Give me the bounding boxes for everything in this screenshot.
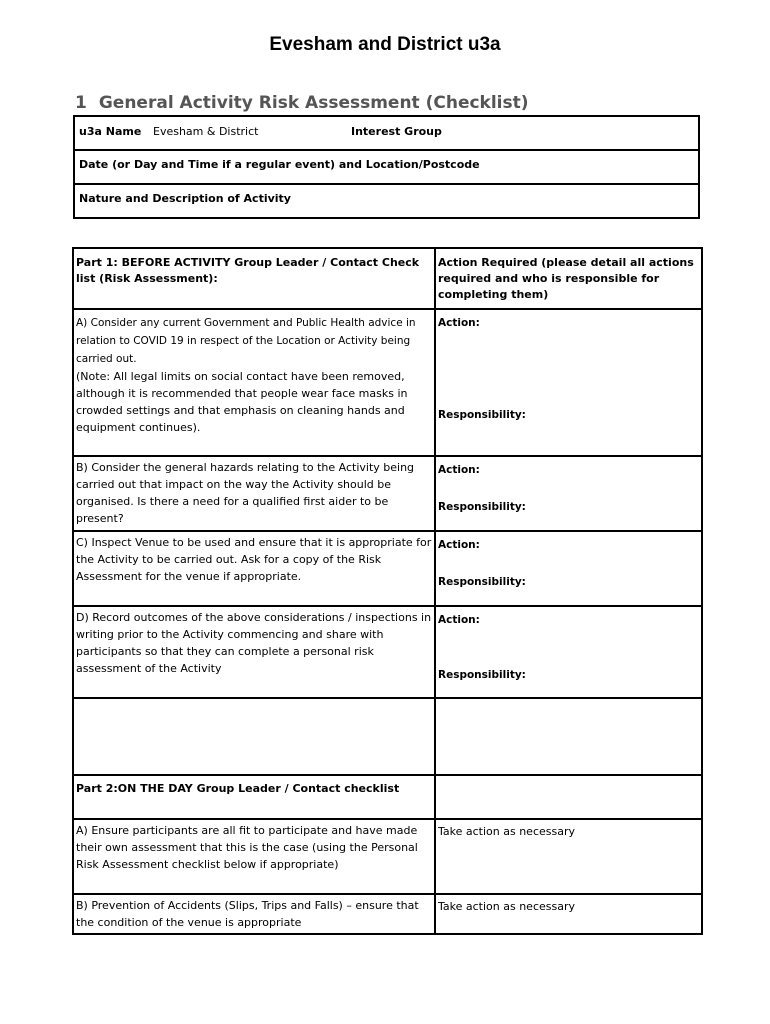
action-label: Action: [438, 614, 480, 626]
responsibility-label: Responsibility: [438, 669, 526, 681]
part2-row-a-action[interactable]: Take action as necessary [435, 819, 702, 894]
part1-row-c: C) Inspect Venue to be used and ensure that it is appropriate for the Activity to be carried out. Ask for a copy of the Risk Assessment for the venue if appropriate. [73, 531, 435, 606]
table-row [73, 606, 702, 698]
part1-header-left: Part 1: BEFORE ACTIVITY Group Leader / Contact Check list (Risk Assessment): [73, 248, 435, 309]
part1-row-d: D) Record outcomes of the above considerations / inspections in writing prior to the Activity commencing and share with participants so that they can complete a personal risk assessment of the Activity [73, 606, 435, 698]
section-heading [75, 93, 529, 113]
part2-header-row [73, 775, 702, 819]
part2-header-right [435, 775, 702, 819]
table-row [73, 456, 702, 531]
table-row [73, 894, 702, 934]
part1-header-right: Action Required (please detail all actions required and who is responsible for completing them) [435, 248, 702, 309]
part1-row-a [73, 309, 435, 456]
section-number: 1 [75, 93, 87, 113]
responsibility-label: Responsibility: [438, 501, 526, 513]
row-a-text: A) Consider any current Government and Public Health advice in relation to COVID 19 in respect of the Location or Activity being carried out. [76, 317, 416, 365]
table-row [73, 819, 702, 894]
activity-info-box [73, 115, 700, 219]
u3a-name-value[interactable]: Evesham & District [153, 125, 259, 138]
part2-row-a: A) Ensure participants are all fit to participate and have made their own assessment that this is the case (using the Personal Risk Assessment checklist below if appropriate) [73, 819, 435, 894]
responsibility-label: Responsibility: [438, 576, 526, 588]
responsibility-label: Responsibility: [438, 409, 526, 421]
date-location-row[interactable] [75, 151, 698, 185]
action-label: Action: [438, 464, 480, 476]
table-row [73, 309, 702, 456]
nature-description-row[interactable] [75, 185, 698, 217]
row-b-action-cell[interactable] [435, 456, 702, 531]
part2-header: Part 2:ON THE DAY Group Leader / Contact checklist [73, 775, 435, 819]
row-a-note: (Note: All legal limits on social contact have been removed, although it is recommended that people wear face masks in crowded settings and that emphasis on cleaning hands and equipment continues). [76, 370, 408, 434]
action-label: Action: [438, 539, 480, 551]
empty-cell-right[interactable] [435, 698, 702, 775]
u3a-name-label: u3a Name [79, 125, 142, 138]
part1-row-b: B) Consider the general hazards relating to the Activity being carried out that impact on the way the Activity should be organised. Is there a need for a qualified first aider to be present? [73, 456, 435, 531]
section-title: General Activity Risk Assessment (Checklist) [98, 93, 529, 113]
action-label: Action: [438, 317, 480, 329]
part2-row-b-action[interactable]: Take action as necessary [435, 894, 702, 934]
part2-row-b: B) Prevention of Accidents (Slips, Trips and Falls) – ensure that the condition of the venue is appropriate [73, 894, 435, 934]
interest-group-label: Interest Group [351, 125, 442, 138]
empty-cell-left[interactable] [73, 698, 435, 775]
part1-header-row [73, 248, 702, 309]
row-c-action-cell[interactable] [435, 531, 702, 606]
nature-description-label: Nature and Description of Activity [79, 192, 291, 205]
row-d-action-cell[interactable] [435, 606, 702, 698]
u3a-name-row [75, 117, 698, 151]
document-title: Evesham and District u3a [269, 34, 501, 55]
empty-row [73, 698, 702, 775]
risk-assessment-table [72, 247, 703, 935]
table-row [73, 531, 702, 606]
date-location-label: Date (or Day and Time if a regular event) and Location/Postcode [79, 158, 480, 171]
row-a-action-cell[interactable] [435, 309, 702, 456]
